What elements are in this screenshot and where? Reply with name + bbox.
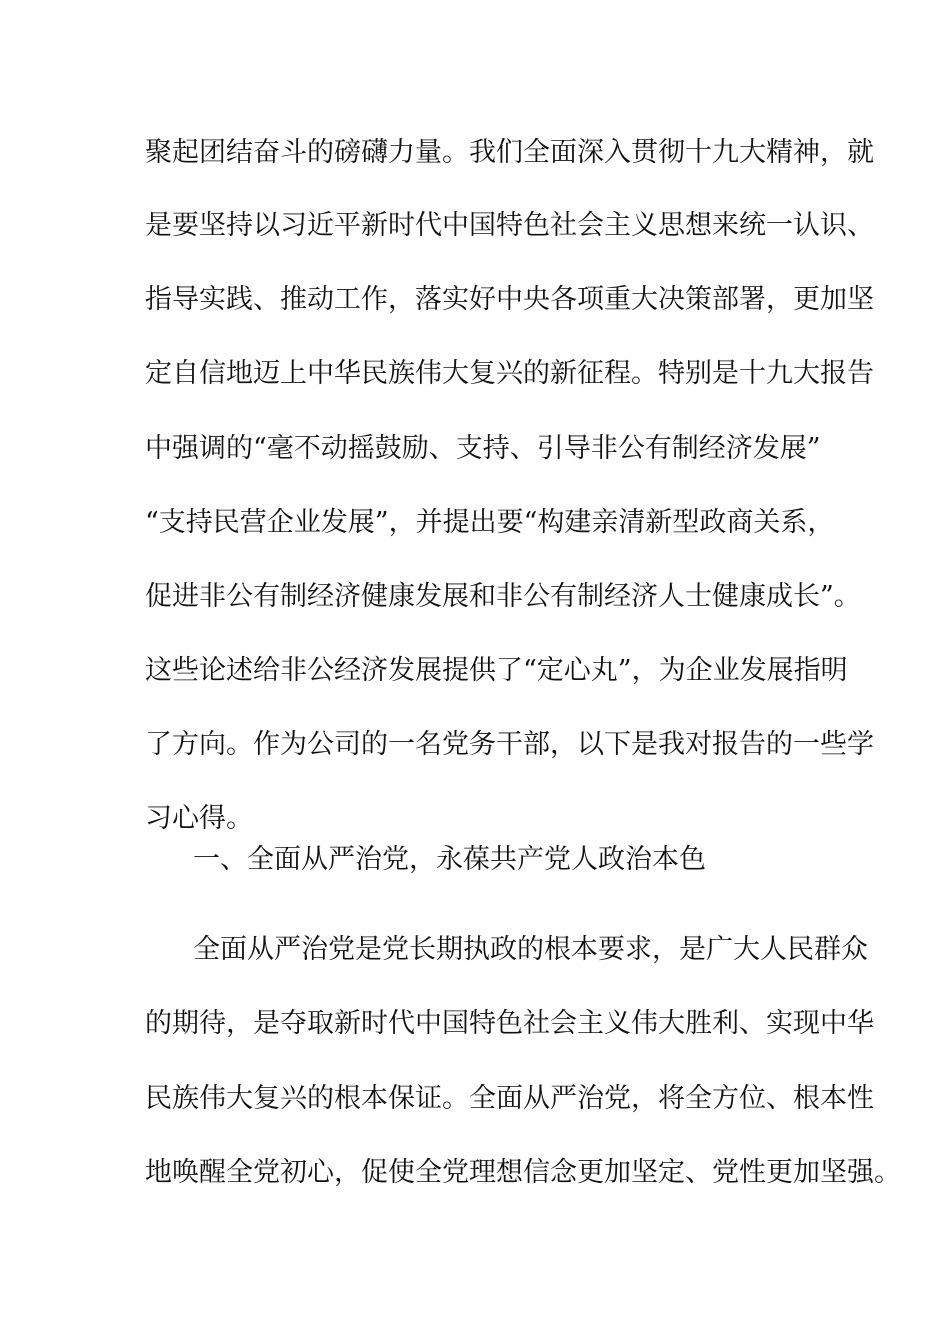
paragraph-line: 这些论述给非公经济发展提供了“定心丸”，为企业发展指明 bbox=[145, 655, 848, 686]
section-heading: 一、全面从严治党，永葆共产党人政治本色 bbox=[193, 844, 706, 875]
paragraph-line: 聚起团结奋斗的磅礴力量。我们全面深入贯彻十九大精神，就 bbox=[145, 137, 874, 168]
paragraph-line: 民族伟大复兴的根本保证。全面从严治党，将全方位、根本性 bbox=[145, 1083, 874, 1114]
paragraph-line: 促进非公有制经济健康发展和非公有制经济人士健康成长”。 bbox=[145, 581, 861, 612]
paragraph-line: 指导实践、推动工作，落实好中央各项重大决策部署，更加坚 bbox=[145, 284, 874, 315]
paragraph-line: 是要坚持以习近平新时代中国特色社会主义思想来统一认识、 bbox=[145, 210, 874, 241]
paragraph-line: 的期待，是夺取新时代中国特色社会主义伟大胜利、实现中华 bbox=[145, 1008, 874, 1039]
paragraph-line: “支持民营企业发展”，并提出要“构建亲清新型政商关系， bbox=[145, 507, 835, 538]
paragraph-line: 地唤醒全党初心，促使全党理想信念更加坚定、党性更加坚强。 bbox=[145, 1157, 901, 1188]
paragraph-line: 了方向。作为公司的一名党务干部，以下是我对报告的一些学 bbox=[145, 729, 874, 760]
paragraph-line: 中强调的“毫不动摇鼓励、支持、引导非公有制经济发展” bbox=[145, 433, 821, 464]
paragraph-line: 定自信地迈上中华民族伟大复兴的新征程。特别是十九大报告 bbox=[145, 358, 874, 389]
paragraph-line: 全面从严治党是党长期执政的根本要求，是广大人民群众 bbox=[193, 934, 868, 965]
paragraph-line: 习心得。 bbox=[145, 803, 253, 834]
